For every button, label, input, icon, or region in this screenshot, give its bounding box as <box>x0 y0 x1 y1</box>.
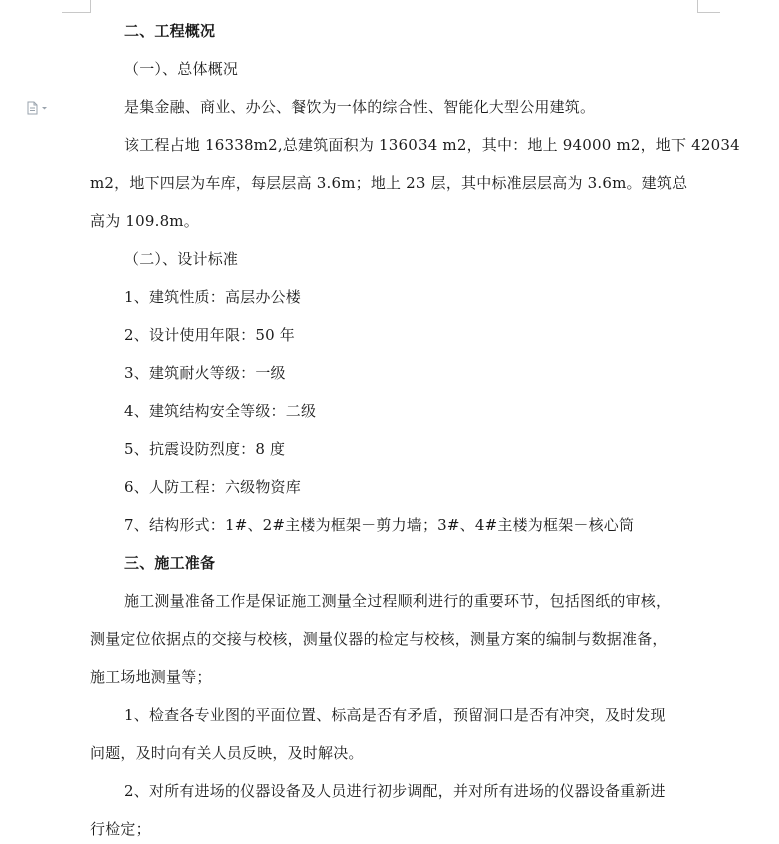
list-item: 2、设计使用年限：50 年 <box>124 326 295 344</box>
paragraph-text: 该工程占地 16338m2,总建筑面积为 136034 m2，其中：地上 94000 m2，地下 42034 <box>124 136 740 154</box>
section-heading-preparation: 三、施工准备 <box>124 554 216 572</box>
list-item: 6、人防工程：六级物资库 <box>124 478 301 496</box>
list-item: 4、建筑结构安全等级：二级 <box>124 402 317 420</box>
page-corner-mark-right <box>697 0 720 13</box>
paragraph-text: 1、检查各专业图的平面位置、标高是否有矛盾，预留洞口是否有冲突，及时发现 <box>124 706 666 724</box>
paragraph-text: 施工场地测量等； <box>90 668 212 686</box>
section-heading-overview: 二、工程概况 <box>124 22 216 40</box>
paragraph-text: 问题，及时向有关人员反映，及时解决。 <box>90 744 364 762</box>
subheading-design-standard: （二）、设计标准 <box>124 250 239 268</box>
list-item: 3、建筑耐火等级：一级 <box>124 364 286 382</box>
page-corner-mark-left <box>62 0 91 13</box>
paragraph-text: 施工测量准备工作是保证施工测量全过程顺利进行的重要环节，包括图纸的审核， <box>124 592 672 610</box>
list-item: 1、建筑性质：高层办公楼 <box>124 288 301 306</box>
list-item: 7、结构形式：1#、2#主楼为框架－剪力墙；3#、4#主楼为框架－核心筒 <box>124 516 635 534</box>
paragraph-text: m2，地下四层为车库，每层层高 3.6m；地上 23 层，其中标准层层高为 3.6m。建筑总 <box>90 174 688 192</box>
document-icon[interactable] <box>27 100 51 114</box>
paragraph-text: 测量定位依据点的交接与校核，测量仪器的检定与校核，测量方案的编制与数据准备， <box>90 630 668 648</box>
paragraph-text: 2、对所有进场的仪器设备及人员进行初步调配，并对所有进场的仪器设备重新进 <box>124 782 666 800</box>
paragraph-text: 高为 109.8m。 <box>90 212 199 230</box>
list-item: 5、抗震设防烈度：8 度 <box>124 440 286 458</box>
paragraph-text: 行检定； <box>90 820 151 838</box>
paragraph-text: 是集金融、商业、办公、餐饮为一体的综合性、智能化大型公用建筑。 <box>124 98 596 116</box>
subheading-general: （一）、总体概况 <box>124 60 239 78</box>
